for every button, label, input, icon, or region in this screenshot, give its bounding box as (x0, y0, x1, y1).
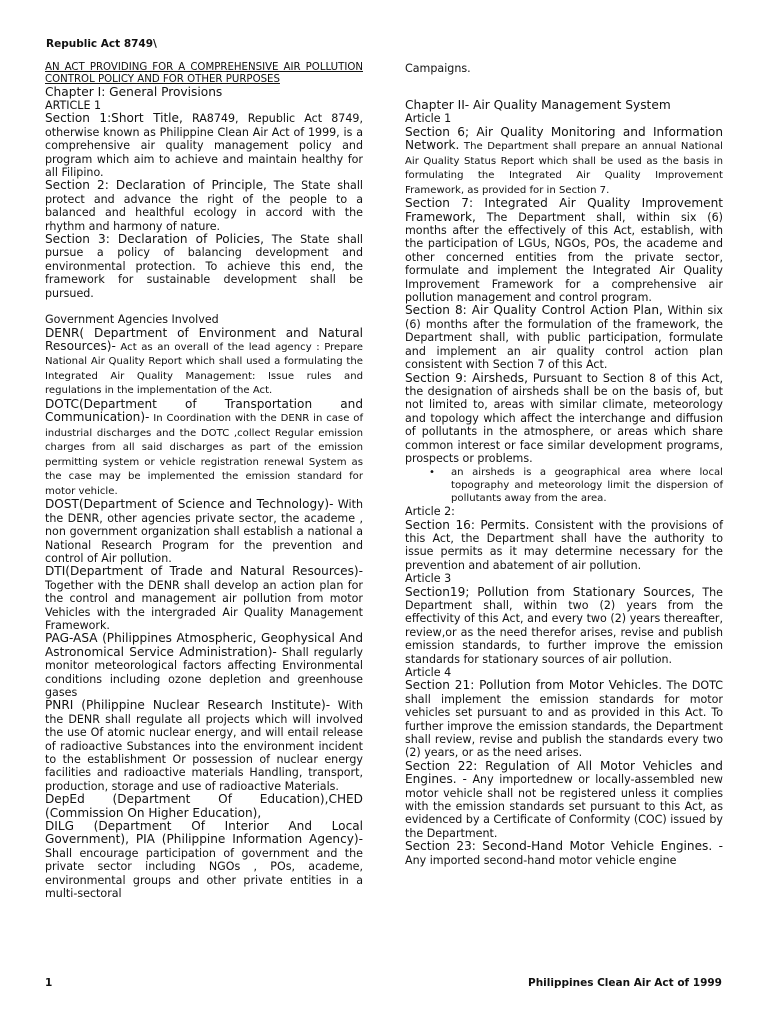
agency-dti-heading: DTI(Department of Trade and Natural Resources)- (45, 564, 363, 579)
agency-pnri-heading: PNRI (Philippine Nuclear Research Institute)- (45, 698, 331, 713)
agency-pnri-text: With the DENR shall regulate all projects which will involved the use Of atomic nuclear energy, and will entail release of radioactive Substances into the environment incident to the establishment Or possession of nuclear energy facilities and radioactive materials Handling, transport, production, storage and use of radioactive Materials. (45, 699, 363, 793)
section-3-heading: Section 3: Declaration of Policies, (45, 232, 264, 247)
agency-dilg-pia (45, 820, 363, 900)
section-23 (405, 840, 723, 867)
section-9 (405, 372, 723, 466)
section-2 (45, 179, 363, 233)
section-23-text: Any imported second-hand motor vehicle engine (405, 853, 677, 867)
agency-denr (45, 327, 363, 398)
section-21 (405, 679, 723, 759)
section-22-heading: Section 22: Regulation of All Motor Vehicles and Engines. - (405, 758, 723, 787)
left-column (45, 62, 363, 901)
agency-deped-heading: DepEd (Department Of Education),CHED (Commission On Higher Education), (45, 792, 363, 820)
right-column (405, 62, 723, 867)
section-16 (405, 519, 723, 573)
section-8 (405, 304, 723, 371)
article-2-label: Article 2: (405, 505, 455, 519)
section-22 (405, 760, 723, 840)
agency-dti-text: Together with the DENR shall develop an action plan for the control and management air pollution from motor Vehicles with the intergraded Air Quality Management Framework. (45, 578, 363, 632)
section-7-text: The Department shall, within six (6) months after the effectively of this Act, establish, with the participation of LGUs, NGOs, POs, the academe and other concerned entities from the private sector, formulate and implement the Integrated Air Quality Improvement Framework for a comprehensive air pollution management and control program. (405, 210, 723, 305)
agency-dotc-heading: DOTC(Department of Transportation and Communication)- (45, 396, 363, 425)
chapter-2-heading: Chapter II- Air Quality Management System (405, 98, 671, 113)
section-2-heading: Section 2: Declaration of Principle, (45, 178, 267, 193)
section-1-heading: Section 1:Short Title, (45, 111, 183, 126)
airshed-definition: an airsheds is a geographical area where local topography and meteorology limit the dispersion of pollutants away from the area. (451, 467, 723, 504)
section-16-text: Consistent with the provisions of this Act, the Department shall have the authority to issue permits as it may determine necessary for the prevention and abatement of air pollution. (405, 518, 723, 572)
footer-title: Philippines Clean Air Act of 1999 (528, 977, 722, 989)
agency-pagasa (45, 632, 363, 699)
agency-denr-heading: DENR( Department of Environment and Natural Resources)- (45, 325, 363, 353)
section-3 (45, 233, 363, 300)
document-header: Republic Act 8749\ (46, 38, 157, 50)
agency-dost (45, 498, 363, 565)
agency-dilg-heading: DILG (Department Of Interior And Local Government), PIA (Philippine Information Agency)- (45, 819, 363, 847)
section-2-text: The State shall protect and advance the right of the people to a balanced and healthful ecology in accord with the rhythm and harmony of nature. (45, 179, 363, 233)
section-8-heading: Section 8: Air Quality Control Action Plan, (405, 303, 663, 318)
section-1-text: RA8749, Republic Act 8749, otherwise known as Philippine Clean Air Act of 1999, is a comprehensive air quality management policy and program which aim to achieve and maintain healthy for all Filipino. (45, 112, 363, 180)
article-1-label-right: Article 1 (405, 112, 452, 126)
section-7-heading: Section 7: Integrated Air Quality Improvement Framework, (405, 196, 723, 224)
section-16-heading: Section 16: Permits. (405, 517, 530, 532)
agency-denr-text: Act as an overall of the lead agency : Prepare National Air Quality Report which shall used a formulating the Integrated Air Quality Management: Issue rules and regulations in the implementation of the Act. (45, 341, 363, 397)
campaigns-continuation: Campaigns. (405, 62, 471, 75)
section-21-text: The DOTC shall implement the emission standards for motor vehicles set pursuant to and as provided in this Act. To further improve the emission standards, the Department shall review, revise and publish the standards every two (2) years, or as the need arises. (405, 679, 723, 760)
agency-deped-ched (45, 793, 363, 820)
chapter-1-heading: Chapter I: General Provisions (45, 85, 223, 99)
article-4-label: Article 4 (405, 666, 452, 679)
agency-pagasa-text: Shall regularly monitor meteorological factors affecting Environmental conditions including ozone depletion and greenhouse gases (45, 645, 363, 699)
agency-dti (45, 565, 363, 632)
article-3-label: Article 3 (405, 572, 452, 586)
section-19-heading: Section19; Pollution from Stationary Sources, (405, 584, 695, 599)
agency-dotc (45, 398, 363, 498)
agency-dilg-text: Shall encourage participation of government and the private sector including NGOs , POs, academe, environmental groups and other private entities in a multi-sectoral (45, 846, 363, 901)
section-19 (405, 586, 723, 666)
section-6-heading: Section 6; Air Quality Monitoring and Information Network. (405, 124, 723, 153)
section-22-text: Any importednew or locally-assembled new motor vehicle shall not be registered unless it complies with the emission standards set pursuant to this Act, as evidenced by a Certificate of Conformity (COC) issued by the Department. (405, 773, 723, 840)
agencies-heading: Government Agencies Involved (45, 313, 219, 327)
article-1-label: ARTICLE 1 (45, 99, 102, 112)
page-number: 1 (45, 977, 53, 989)
bullet-icon: • (429, 467, 435, 479)
agency-dost-text: With the DENR, other agencies private sector, the academe , non government organization shall establish a national a National Research Program for the prevention and control of Air pollution. (45, 498, 363, 565)
list-item (429, 467, 723, 505)
act-title: AN ACT PROVIDING FOR A COMPREHENSIVE AIR POLLUTION CONTROL POLICY AND FOR OTHER PURPOSES (45, 62, 363, 85)
section-6-text: The Department shall prepare an annual National Air Quality Status Report which shall be used as the basis in formulating the Integrated Air Quality Improvement Framework, as provided for in Section 7. (405, 141, 723, 196)
section-9-text: Pursuant to Section 8 of this Act, the designation of airsheds shall be on the basis of, but not limited to, areas with similar climate, meteorology and topology which affect the interchange and diffusion of pollutants in the atmosphere, or areas which share common interest or face similar development programs, prospects or problems. (405, 371, 723, 465)
section-3-text: The State shall pursue a policy of balancing development and environmental protection. To achieve this end, the framework for sustainable development shall be pursued. (45, 233, 363, 300)
section-6 (405, 126, 723, 197)
section-23-heading: Section 23: Second-Hand Motor Vehicle Engines. - (405, 839, 723, 854)
section-9-heading: Section 9: Airsheds, (405, 370, 528, 385)
section-7 (405, 197, 723, 304)
agency-pagasa-heading: PAG-ASA (Philippines Atmospheric, Geophysical And Astronomical Service Administration)- (45, 631, 363, 659)
agency-dost-heading: DOST(Department of Science and Technology)- (45, 497, 334, 512)
section-1 (45, 112, 363, 179)
agency-pnri (45, 699, 363, 793)
airshed-bullet-list (405, 467, 723, 505)
agency-dotc-text: In Coordination with the DENR in case of industrial discharges and the DOTC ,collect Regular emission charges from all said discharges as part of the emission permitting system or vehicle registration renewal System as the case may be implemented the emission standard for motor vehicle. (45, 413, 363, 497)
section-8-text: Within six (6) months after the formulation of the framework, the Department shall, with public participation, formulate and implement an air quality control action plan consistent with Section 7 of this Act. (405, 304, 723, 372)
section-19-text: The Department shall, within two (2) years from the effectivity of this Act, and every two (2) years thereafter, review,or as the need therefor arises, revise and publish emission standards, to further improve the emission standards for stationary sources of air pollution. (405, 585, 723, 666)
section-21-heading: Section 21: Pollution from Motor Vehicles. (405, 678, 663, 693)
